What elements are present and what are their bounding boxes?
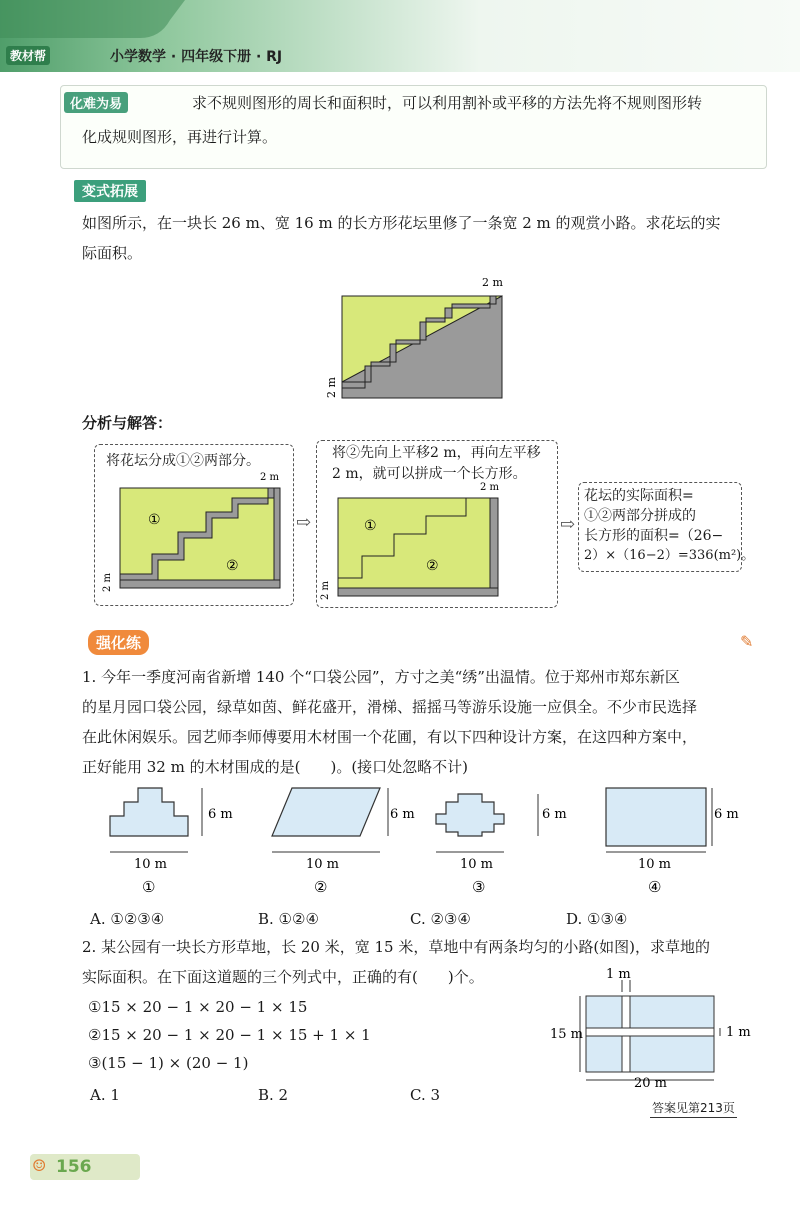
step3-line-2: ①②两部分拼成的 — [584, 508, 696, 524]
q2-expression-1: ①15 × 20 − 1 × 20 − 1 × 15 — [88, 998, 308, 1016]
q2-horizontal-road — [586, 1028, 714, 1036]
variation-question-line-1: 如图所示，在一块长 26 m、宽 16 m 的长方形花坛里修了一条宽 2 m 的观赏小路。求花坛的实 — [82, 214, 721, 232]
fig-top-label: 2 m — [482, 276, 503, 289]
q1-figures — [90, 780, 770, 905]
q1-shape-3 — [436, 794, 504, 836]
step2-figure — [316, 476, 556, 602]
q2-line-1: 2. 某公园有一块长方形草地，长 20 米，宽 15 米，草地中有两条均匀的小路(如图)，求草地的 — [82, 938, 711, 956]
step3-line-3: 长方形的面积=（26− — [584, 528, 724, 544]
q2-figure — [548, 966, 768, 1090]
tip-line-2: 化成规则图形，再进行计算。 — [82, 128, 278, 146]
step1-figure — [96, 468, 292, 598]
q1-fig2-width: 10 m — [306, 857, 340, 872]
q2-option-c[interactable]: C. 3 — [410, 1086, 441, 1104]
q2-expression-2: ②15 × 20 − 1 × 20 − 1 × 15 + 1 × 1 — [88, 1026, 371, 1044]
step1-text: 将花坛分成①②两部分。 — [106, 453, 260, 469]
step2-part2: ② — [426, 558, 439, 574]
q1-line-4: 正好能用 32 m 的木材围成的是( )。(接口处忽略不计) — [82, 758, 469, 776]
q2-option-b[interactable]: B. 2 — [258, 1086, 289, 1104]
q1-shape-2 — [272, 788, 380, 836]
answer-reference: 答案见第213页 — [650, 1098, 737, 1118]
q1-fig3-width: 10 m — [460, 857, 494, 872]
q2-fig-right: 1 m — [726, 1025, 751, 1040]
step2-vertical-path — [490, 498, 498, 596]
q1-shape-4 — [606, 788, 706, 846]
q1-line-2: 的星月园口袋公园，绿草如茵、鲜花盛开，滑梯、摇摇马等游乐设施一应俱全。不少市民选择 — [82, 698, 698, 716]
step1-side-dim: 2 m — [102, 572, 113, 592]
arrow-1: ⇨ — [296, 512, 312, 533]
garden-figure — [320, 270, 520, 410]
q1-fig2-height: 6 m — [390, 807, 415, 822]
practice-label: 强化练 — [88, 630, 149, 655]
step3-line-4: 2）×（16−2）=336(m²)。 — [584, 548, 755, 563]
q1-fig1-height: 6 m — [208, 807, 233, 822]
step1-part1: ① — [148, 512, 161, 528]
tip-label — [64, 92, 128, 113]
analysis-title: 分析与解答： — [82, 414, 173, 432]
q1-fig4-width: 10 m — [638, 857, 672, 872]
fig-side-label: 2 m — [325, 377, 338, 398]
q1-option-c[interactable]: C. ②③④ — [410, 910, 471, 928]
q1-fig3-num: ③ — [472, 878, 486, 896]
q1-fig2-num: ② — [314, 878, 328, 896]
q2-line-2: 实际面积。在下面这道题的三个列式中，正确的有( )个。 — [82, 968, 484, 986]
q2-expression-3: ③(15 − 1) × (20 − 1) — [88, 1054, 249, 1072]
q1-fig3-height: 6 m — [542, 807, 567, 822]
variation-question-line-2: 际面积。 — [82, 244, 143, 262]
q1-option-d[interactable]: D. ①③④ — [566, 910, 628, 928]
pencil-icon: ✎ — [740, 632, 754, 651]
step2-side-dim: 2 m — [320, 580, 331, 600]
q1-fig4-num: ④ — [648, 878, 662, 896]
tip-label-text: 化难为易 — [70, 97, 123, 112]
page-number: 156 — [56, 1157, 92, 1177]
step2-top-dim: 2 m — [480, 482, 500, 493]
step2-line-1: 将②先向上平移2 m，再向左平移 — [332, 445, 541, 461]
tip-line-1: 求不规则图形的周长和面积时，可以利用割补或平移的方法先将不规则图形转 — [192, 94, 703, 112]
q2-fig-top: 1 m — [606, 967, 631, 982]
step2-part1: ① — [364, 518, 377, 534]
book-tag: 教材帮 — [6, 46, 50, 65]
step1-part2: ② — [226, 558, 239, 574]
q1-option-b[interactable]: B. ①②④ — [258, 910, 319, 928]
q1-line-3: 在此休闲娱乐。园艺师李师傅要用木材围一个花圃，有以下四种设计方案，在这四种方案中， — [82, 728, 698, 746]
step3-line-1: 花坛的实际面积= — [584, 488, 694, 504]
q1-option-a[interactable]: A. ①②③④ — [90, 910, 165, 928]
variation-label: 变式拓展 — [74, 180, 146, 202]
step2-horizontal-path — [338, 588, 498, 596]
q1-line-1: 1. 今年一季度河南省新增 140 个“口袋公园”，方寸之美“绣”出温情。位于郑州市郑东新区 — [82, 668, 680, 686]
q1-fig1-num: ① — [142, 878, 156, 896]
q1-fig4-height: 6 m — [714, 807, 739, 822]
q2-fig-bottom: 20 m — [634, 1076, 668, 1090]
mascot-icon: ☺ — [32, 1156, 47, 1175]
q2-fig-left: 15 m — [550, 1027, 584, 1042]
header-background — [0, 0, 800, 78]
q2-option-a[interactable]: A. 1 — [90, 1086, 120, 1104]
q1-shape-1 — [110, 788, 188, 836]
step2-line-2: 2 m，就可以拼成一个长方形。 — [332, 466, 527, 482]
q1-fig1-width: 10 m — [134, 857, 168, 872]
step1-top-dim: 2 m — [260, 472, 280, 483]
header-title: 小学数学 · 四年级下册 · RJ — [110, 49, 283, 65]
arrow-2: ⇨ — [560, 514, 576, 535]
page-header — [0, 0, 800, 78]
